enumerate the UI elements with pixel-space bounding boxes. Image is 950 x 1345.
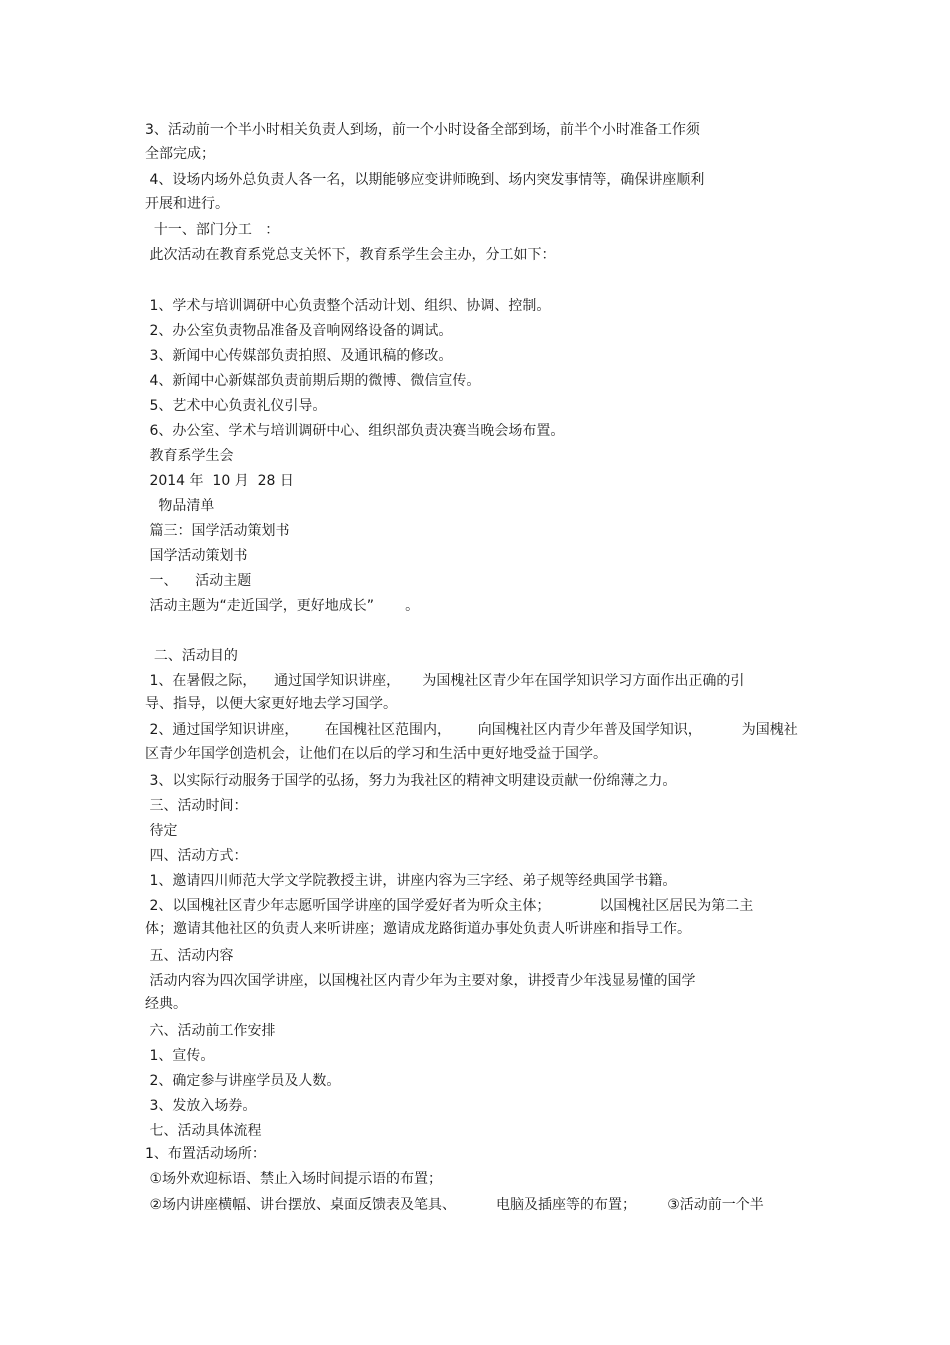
signature-date: 2014 年 10 月 28 日 [145, 473, 294, 489]
list-item: 2、以国槐社区青少年志愿听国学讲座的国学爱好者为听众主体； 以国槐社区居民为第二主 [145, 898, 754, 914]
text-line: 区青少年国学创造机会，让他们在以后的学习和生活中更好地受益于国学。 [145, 746, 607, 762]
text-line: 物品清单 [145, 498, 215, 514]
text-line: 经典。 [145, 996, 187, 1012]
section-heading: 五、活动内容 [145, 948, 234, 964]
list-item: 1、在暑假之际， 通过国学知识讲座， 为国槐社区青少年在国学知识学习方面作出正确的引 [145, 673, 745, 689]
text-line: 体；邀请其他社区的负责人来听讲座；邀请成龙路街道办事处负责人听讲座和指导工作。 [145, 921, 691, 937]
section-heading: 篇三：国学活动策划书 [145, 523, 290, 539]
list-item: 2、通过国学知识讲座， 在国槐社区范围内， 向国槐社区内青少年普及国学知识， 为国槐社 [145, 722, 798, 738]
list-item: ②场内讲座横幅、讲台摆放、桌面反馈表及笔具、 电脑及插座等的布置； ③活动前一个半 [145, 1197, 764, 1213]
text-line: 开展和进行。 [145, 196, 229, 212]
section-heading: 四、活动方式： [145, 848, 248, 864]
section-heading: 三、活动时间： [145, 798, 248, 814]
list-item: 3、新闻中心传媒部负责拍照、及通讯稿的修改。 [145, 348, 453, 364]
list-item: 1、布置活动场所： [145, 1146, 266, 1162]
list-item: 5、艺术中心负责礼仪引导。 [145, 398, 327, 414]
list-item: 1、邀请四川师范大学文学院教授主讲，讲座内容为三字经、弟子规等经典国学书籍。 [145, 873, 677, 889]
text-line: 4、设场内场外总负责人各一名，以期能够应变讲师晚到、场内突发事情等，确保讲座顺利 [145, 172, 705, 188]
text-line: 活动主题为“走近国学，更好地成长” 。 [145, 598, 420, 614]
document-title: 国学活动策划书 [145, 548, 248, 564]
list-item: 2、确定参与讲座学员及人数。 [145, 1073, 341, 1089]
text-line: 活动内容为四次国学讲座，以国槐社区内青少年为主要对象，讲授青少年浅显易懂的国学 [145, 973, 696, 989]
list-item: ①场外欢迎标语、禁止入场时间提示语的布置； [145, 1171, 442, 1187]
text-line: 待定 [145, 823, 178, 839]
text-line: 全部完成； [145, 146, 215, 162]
list-item: 6、办公室、学术与培训调研中心、组织部负责决赛当晚会场布置。 [145, 423, 565, 439]
list-item: 1、学术与培训调研中心负责整个活动计划、组织、协调、控制。 [145, 298, 551, 314]
list-item: 1、宣传。 [145, 1048, 215, 1064]
section-heading: 七、活动具体流程 [145, 1123, 262, 1139]
section-heading: 一、 活动主题 [145, 573, 252, 589]
text-line: 导、指导，以便大家更好地去学习国学。 [145, 696, 397, 712]
section-heading: 二、活动目的 [145, 648, 238, 664]
list-item: 2、办公室负责物品准备及音响网络设备的调试。 [145, 323, 453, 339]
signature-org: 教育系学生会 [145, 448, 234, 464]
list-item: 4、新闻中心新媒部负责前期后期的微博、微信宣传。 [145, 373, 481, 389]
list-item: 3、发放入场券。 [145, 1098, 257, 1114]
text-line: 此次活动在教育系党总支关怀下，教育系学生会主办，分工如下： [145, 247, 556, 263]
list-item: 3、以实际行动服务于国学的弘扬，努力为我社区的精神文明建设贡献一份绵薄之力。 [145, 773, 677, 789]
section-heading: 十一、部门分工 ： [145, 222, 280, 238]
text-line: 3、活动前一个半小时相关负责人到场，前一个小时设备全部到场，前半个小时准备工作须 [145, 122, 700, 138]
section-heading: 六、活动前工作安排 [145, 1023, 276, 1039]
